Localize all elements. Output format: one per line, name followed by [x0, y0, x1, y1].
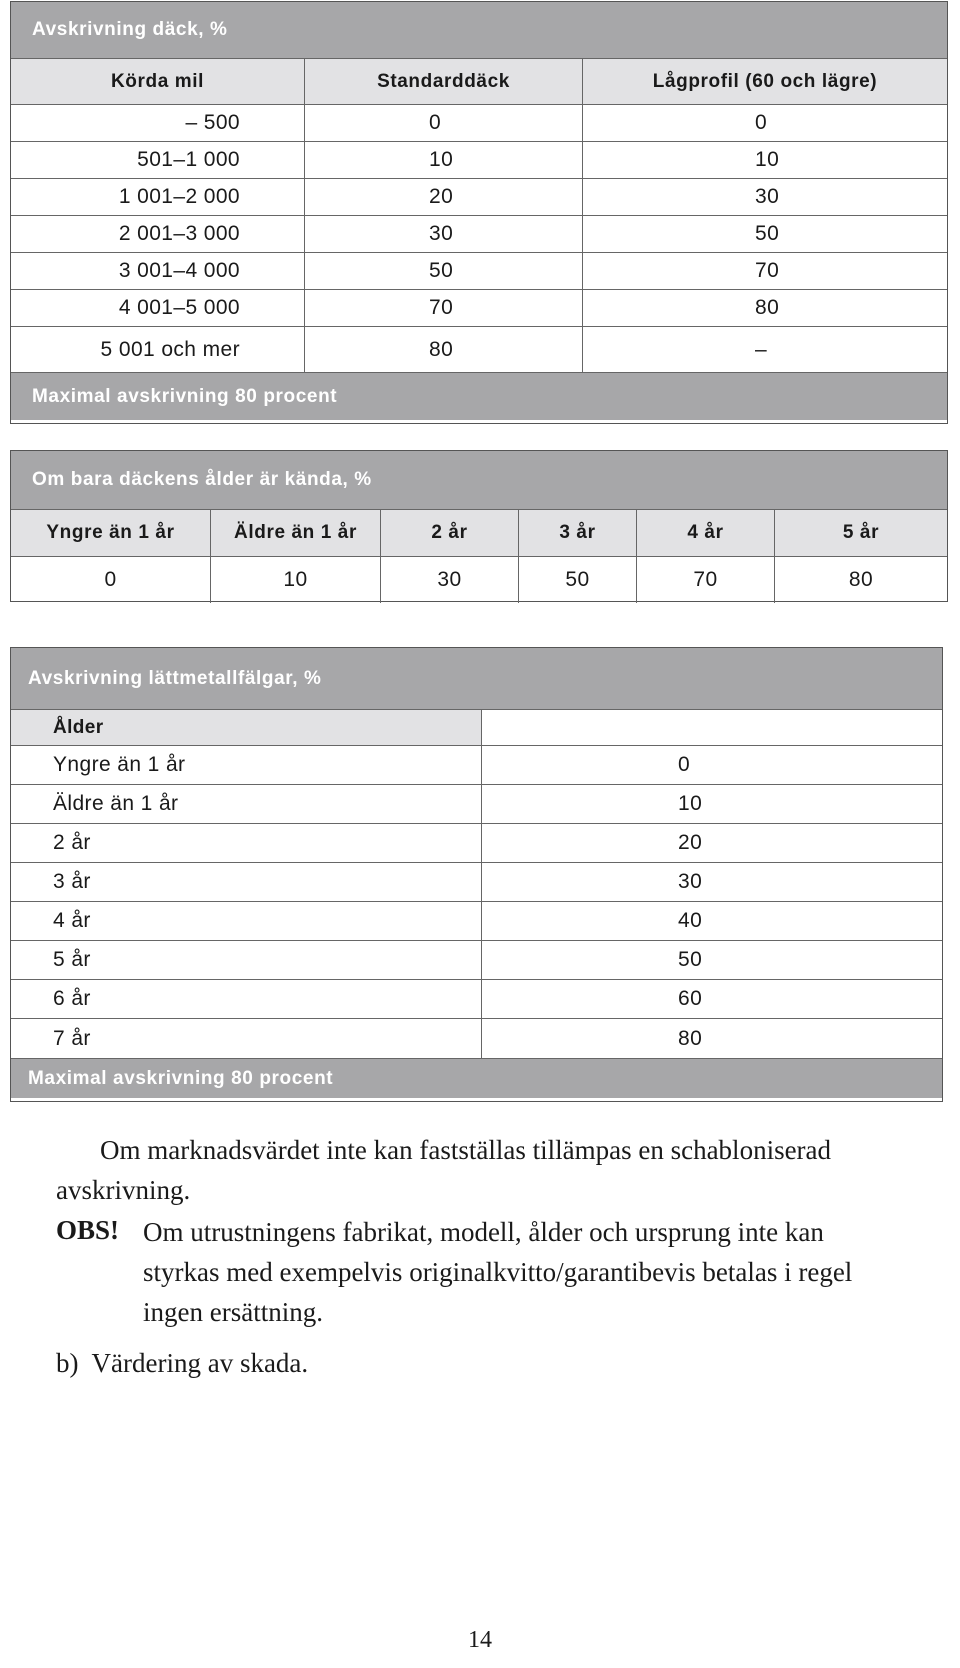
table-row	[11, 216, 947, 253]
age-header: 4 år	[637, 510, 775, 556]
age-header: 5 år	[775, 510, 947, 556]
age-value: 50	[519, 557, 637, 603]
standard-value: 20	[305, 179, 583, 215]
table-row	[11, 863, 942, 902]
miles-cell: 5 001 och mer	[11, 327, 305, 372]
age-header: 3 år	[519, 510, 637, 556]
table-row	[11, 557, 947, 603]
lowprofile-value: 30	[755, 185, 780, 208]
age-table-header	[11, 510, 947, 557]
table-row	[11, 980, 942, 1019]
table-row	[11, 179, 947, 216]
rim-value: 10	[678, 792, 703, 815]
table-row	[11, 253, 947, 290]
lowprofile-value: 10	[755, 148, 780, 171]
rim-age: 5 år	[11, 941, 482, 979]
item-b-valuation: b) Värdering av skada.	[56, 1348, 309, 1378]
miles-cell: 2 001–3 000	[11, 216, 305, 252]
rim-depreciation-table	[10, 647, 943, 1102]
standard-value: 70	[305, 290, 583, 326]
tire-table-title: Avskrivning däck, %	[11, 2, 947, 59]
header-low-profile: Lågprofil (60 och lägre)	[583, 59, 947, 104]
rim-table-footer: Maximal avskrivning 80 procent	[11, 1058, 942, 1098]
miles-cell: 3 001–4 000	[11, 253, 305, 289]
rim-value: 60	[678, 987, 703, 1010]
rim-table-title: Avskrivning lättmetallfälgar, %	[11, 648, 942, 710]
table-row	[11, 105, 947, 142]
header-age: Ålder	[11, 710, 482, 745]
obs-text-line3: ingen ersättning.	[143, 1297, 323, 1327]
miles-cell: 4 001–5 000	[11, 290, 305, 326]
lowprofile-value: –	[755, 337, 768, 361]
paragraph-market-value-line1: Om marknadsvärdet inte kan fastställas tillämpas en schabloniserad	[100, 1135, 832, 1165]
rim-table-header	[11, 710, 942, 746]
age-value: 10	[211, 557, 381, 603]
rim-age: 3 år	[11, 863, 482, 901]
rim-age: Yngre än 1 år	[11, 746, 482, 784]
standard-value: 30	[305, 216, 583, 252]
header-standard-tire: Standarddäck	[305, 59, 583, 104]
table-row	[11, 142, 947, 179]
table-row	[11, 1019, 942, 1058]
rim-value: 80	[678, 1026, 703, 1050]
rim-age: 4 år	[11, 902, 482, 940]
miles-cell: 1 001–2 000	[11, 179, 305, 215]
rim-age: 7 år	[11, 1019, 482, 1058]
table-row	[11, 290, 947, 327]
rim-age: 2 år	[11, 824, 482, 862]
lowprofile-value: 70	[755, 259, 780, 282]
rim-value: 20	[678, 831, 703, 854]
rim-age: 6 år	[11, 980, 482, 1018]
rim-age: Äldre än 1 år	[11, 785, 482, 823]
standard-value: 10	[305, 142, 583, 178]
age-table-title: Om bara däckens ålder är kända, %	[11, 451, 947, 510]
age-value: 70	[637, 557, 775, 603]
age-value: 30	[381, 557, 519, 603]
age-value: 0	[11, 557, 211, 603]
rim-value: 40	[678, 909, 703, 932]
rim-value: 0	[678, 753, 691, 776]
obs-text-line2: styrkas med exempelvis originalkvitto/garantibevis betalas i regel	[143, 1257, 853, 1287]
standard-value: 80	[305, 327, 583, 372]
table-row	[11, 785, 942, 824]
age-header: Äldre än 1 år	[211, 510, 381, 556]
tire-age-table	[10, 450, 948, 602]
table-row	[11, 824, 942, 863]
age-header: 2 år	[381, 510, 519, 556]
miles-cell: 501–1 000	[11, 142, 305, 178]
tire-table-header	[11, 59, 947, 105]
age-value: 80	[848, 568, 874, 591]
paragraph-market-value-line2: avskrivning.	[56, 1175, 191, 1205]
standard-value: 50	[305, 253, 583, 289]
obs-label: OBS!	[56, 1215, 120, 1245]
rim-value: 50	[678, 948, 703, 971]
obs-text-line1: Om utrustningens fabrikat, modell, ålder och ursprung inte kan	[143, 1217, 824, 1247]
page-number: 14	[468, 1627, 492, 1653]
rim-value: 30	[678, 870, 703, 893]
lowprofile-value: 0	[755, 111, 768, 134]
header-driven-miles: Körda mil	[11, 59, 305, 104]
table-row	[11, 327, 947, 373]
lowprofile-value: 80	[755, 296, 780, 319]
table-row	[11, 746, 942, 785]
lowprofile-value: 50	[755, 222, 780, 245]
standard-value: 0	[305, 105, 583, 141]
tire-table-footer: Maximal avskrivning 80 procent	[11, 373, 947, 420]
table-row	[11, 941, 942, 980]
miles-cell: – 500	[11, 105, 305, 141]
tire-depreciation-table	[10, 1, 948, 424]
age-header: Yngre än 1 år	[11, 510, 211, 556]
table-row	[11, 902, 942, 941]
header-empty	[482, 710, 942, 745]
